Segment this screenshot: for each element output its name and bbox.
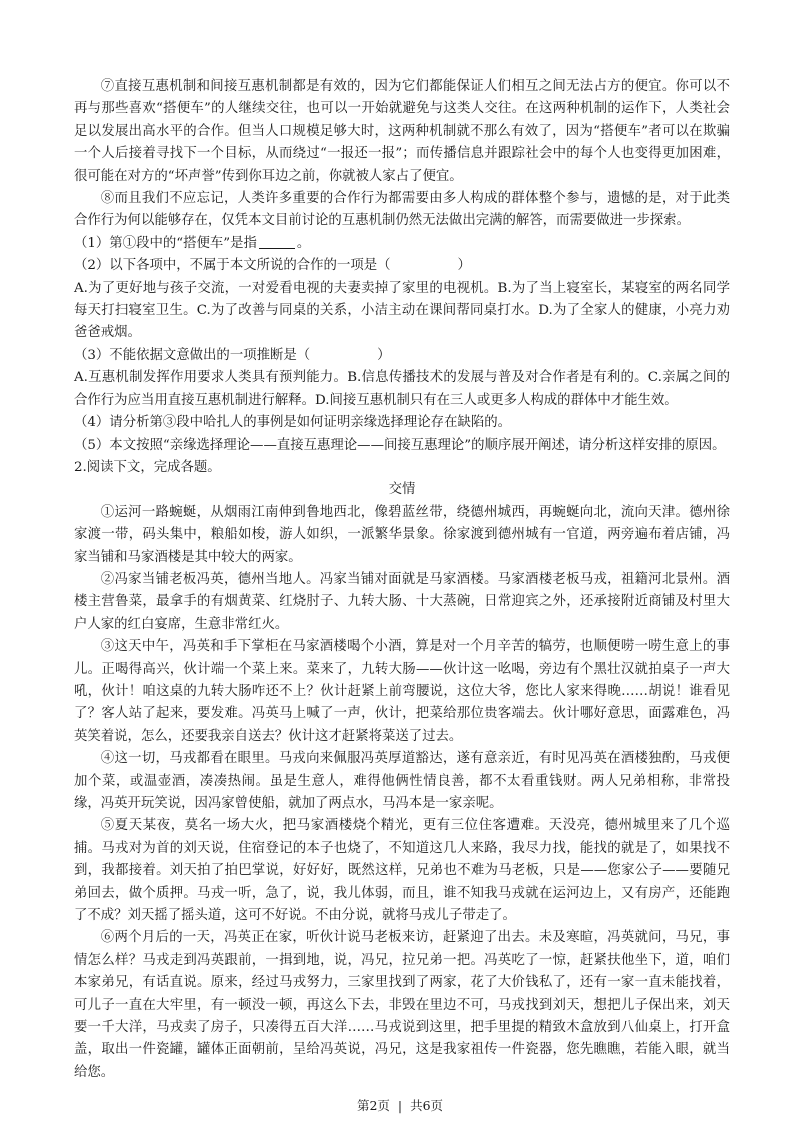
question-5: （5）本文按照“亲缘选择理论——直接互惠理论——间接互惠理论”的顺序展开阐述，请分析这样安排的原因。 xyxy=(74,437,726,453)
question-3-options: A.互惠机制发挥作用要求人类具有预判能力。B.信息传播技术的发展与普及对合作者是有利的。C.亲属之间的合作行为应当用直接互惠机制进行解释。D.间接互惠机制只有在三人或更多人构成的群体中才能生效。 xyxy=(74,370,730,408)
question-1 xyxy=(74,233,730,255)
paragraph-7: ⑦直接互惠机制和间接互惠机制都是有效的，因为它们都能保证人们相互之间无法占方的便宜。你可以不再与那些喜欢“搭便车”的人继续交往，也可以一开始就避免与这类人交往。在这两种机制的运作下，人类社会足以发展出高水平的合作。但当人口规模足够大时，这两种机制就不那么有效了，因为“搭便车”者可以在欺骗一个人后接着寻找下一个目标，从而绕过“一报还一报”；而传播信息并跟踪社会中的每个人也变得更加困难，很可能在对方的“坏声誉”传到你耳边之前，你就被人家占了便宜。 xyxy=(74,79,730,184)
footer-separator: | xyxy=(397,1098,403,1113)
section-2-heading: 2.阅读下文，完成各题。 xyxy=(74,459,221,475)
question-1-prefix: （1）第①段中的“搭便车”是指 xyxy=(74,235,257,251)
story-paragraph-3: ③这天中午，冯英和手下掌柜在马家酒楼喝个小酒，算是对一个月辛苦的犒劳，也顺便唠一唠生意上的事儿。正喝得高兴，伙计端一个菜上来。菜来了，九转大肠——伙计这一吆喝，旁边有个黑壮汉就拍桌子一声大吼，伙计！咱这桌的九转大肠咋还不上？伙计赶紧上前弯腰说，这位大爷，您比人家来得晚……胡说！谁看见了？客人站了起来，要发难。冯英马上喊了一声，伙计，把菜给那位贵客端去。伙计哪好意思，面露难色，冯英笑着说，怎么，还要我亲自送去？伙计这才赶紧将菜送了过去。 xyxy=(74,639,730,744)
story-paragraph-5: ⑤夏天某夜，莫名一场大火，把马家酒楼烧个精光，更有三位住客遭难。天没亮，德州城里来了几个巡捕。马戎对为首的刘天说，住宿登记的本子也烧了，不知道这几人来路，我尽力找，能找的就是了，如果找不到，我都接着。刘天拍了拍巴掌说，好好好，既然这样，兄弟也不难为马老板，只是——您家公子——要随兄弟回去，做个质押。马戎一听，急了，说，我儿体弱，而且，谁不知我马戎就在运河边上，又有房产，还能跑了不成？刘天摇了摇头道，这可不好说。不由分说，就将马戎儿子带走了。 xyxy=(74,818,730,924)
question-2-options: A.为了更好地与孩子交流，一对爱看电视的夫妻卖掉了家里的电视机。B.为了当上寝室长，某寝室的两名同学每天打扫寝室卫生。C.为了改善与同桌的关系，小洁主动在课间帮同桌打水。D.为了全家人的健康，小亮力劝爸爸戒烟。 xyxy=(74,280,730,341)
question-1-suffix: 。 xyxy=(296,235,311,251)
page-number: 第2页 xyxy=(356,1098,390,1113)
story-paragraph-1: ①运河一路蜿蜒，从烟雨江南伸到鲁地西北，像碧蓝丝带，绕德州城西，再蜿蜒向北，流向天津。德州徐家渡一带，码头集中，粮船如梭，游人如织，一派繁华景象。徐家渡到德州城有一官道，两旁遍布着店铺，冯家当铺和马家酒楼是其中较大的两家。 xyxy=(74,504,730,565)
page-total: 共6页 xyxy=(410,1098,444,1113)
story-paragraph-6: ⑥两个月后的一天，冯英正在家，听伙计说马老板来访，赶紧迎了出去。未及寒暄，冯英就问，马兄，事情怎么样？马戎走到冯英跟前，一揖到地，说，冯兄，拉兄弟一把。冯英吃了一惊，赶紧扶他坐下，道，咱们本家弟兄，有话直说。原来，经过马戎努力，三家里找到了两家，花了大价钱私了，还有一家一直未能找着，可儿子一直在大牢里，有一顿没一顿，再这么下去，非毁在里边不可，马戎找到刘天，想把儿子保出来，刘天要一千大洋，马戎卖了房子，只凑得五百大洋……马戎说到这里，把手里提的精致木盒放到八仙桌上，打开盒盖，取出一件瓷罐，罐体正面朝前，呈给冯英说，冯兄，这是我家祖传一件瓷器，您先瞧瞧，若能入眼，就当给您。 xyxy=(74,930,730,1080)
page-footer xyxy=(0,1096,800,1114)
question-2-stem: （2）以下各项中，不属于本文所说的合作的一项是（ ） xyxy=(74,258,471,274)
story-paragraph-2: ②冯家当铺老板冯英，德州当地人。冯家当铺对面就是马家酒楼。马家酒楼老板马戎，祖籍河北景州。酒楼主营鲁菜，最拿手的有烟黄菜、红烧肘子、九转大肠、十大蒸碗，日常迎宾之外，还承接附近商铺及村里大户人家的红白宴席，生意非常红火。 xyxy=(74,571,730,632)
answer-blank[interactable] xyxy=(259,234,295,249)
paragraph-8: ⑧而且我们不应忘记，人类许多重要的合作行为都需要由多人构成的群体整个参与，遗憾的是，对于此类合作行为何以能够存在，仅凭本文目前讨论的互惠机制仍然无法做出完满的解答，而需要做进一步探索。 xyxy=(74,191,730,229)
story-title: 交情 xyxy=(388,482,416,498)
story-paragraph-4: ④这一切，马戎都看在眼里。马戎向来佩服冯英厚道豁达，遂有意亲近，有时见冯英在酒楼独酌，马戎便加个菜，或温壶酒，凑凑热闹。虽是生意人，难得他俩性情良善，都不太看重钱财。两人兄弟相称，非常投缘，冯英开玩笑说，因冯家曾使船，就加了两点水，马冯本是一家亲呢。 xyxy=(74,751,730,811)
question-3-stem: （3）不能依据文意做出的一项推断是（ ） xyxy=(74,347,391,363)
document-page xyxy=(74,76,730,1084)
question-4: （4）请分析第③段中哈扎人的事例是如何证明亲缘选择理论存在缺陷的。 xyxy=(74,415,512,431)
